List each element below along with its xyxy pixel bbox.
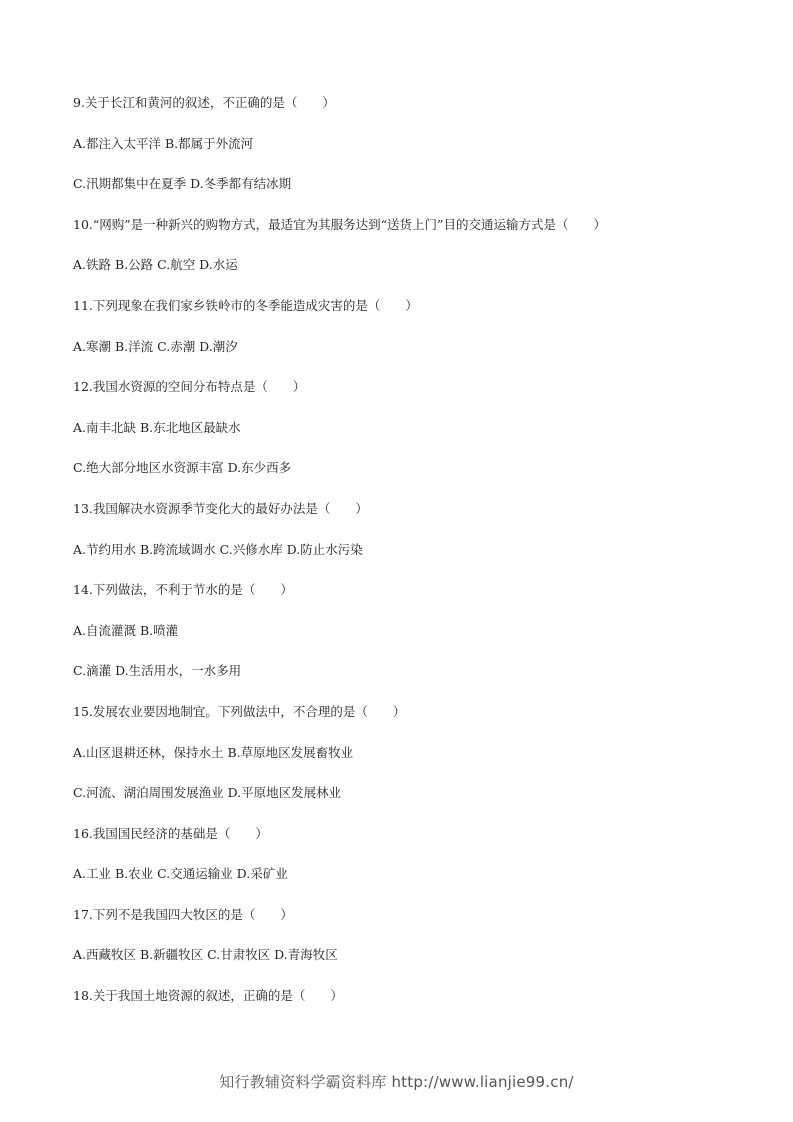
question-14: 14.下列做法，不利于节水的是（ ）	[73, 582, 293, 598]
question-12: 12.我国水资源的空间分布特点是（ ）	[73, 379, 306, 395]
question-10-options: A.铁路 B.公路 C.航空 D.水运	[73, 257, 238, 273]
question-9-options-ab: A.都注入太平洋 B.都属于外流河	[73, 135, 254, 151]
question-17: 17.下列不是我国四大牧区的是（ ）	[73, 906, 293, 922]
question-11: 11.下列现象在我们家乡铁岭市的冬季能造成灾害的是（ ）	[73, 297, 418, 313]
question-12-options-ab: A.南丰北缺 B.东北地区最缺水	[73, 419, 241, 435]
question-13-options: A.节约用水 B.跨流域调水 C.兴修水库 D.防止水污染	[73, 541, 363, 557]
question-14-options-cd: C.滴灌 D.生活用水，一水多用	[73, 663, 242, 679]
question-9-options-cd: C.汛期都集中在夏季 D.冬季都有结冰期	[73, 176, 292, 192]
question-13: 13.我国解决水资源季节变化大的最好办法是（ ）	[73, 500, 368, 516]
footer-watermark: 知行教辅资料学霸资料库 http://www.lianjie99.cn/	[219, 1073, 574, 1091]
question-14-options-ab: A.自流灌溉 B.喷灌	[73, 622, 179, 638]
question-15: 15.发展农业要因地制宜。下列做法中，不合理的是（ ）	[73, 703, 406, 719]
question-16-options: A.工业 B.农业 C.交通运输业 D.采矿业	[73, 866, 288, 882]
question-18: 18.关于我国土地资源的叙述，正确的是（ ）	[73, 988, 343, 1004]
question-16: 16.我国国民经济的基础是（ ）	[73, 825, 268, 841]
question-15-options-cd: C.河流、湖泊周围发展渔业 D.平原地区发展林业	[73, 785, 342, 801]
question-10: 10.“网购”是一种新兴的购物方式，最适宜为其服务达到“送货上门”目的交通运输方式是（ ）	[73, 216, 606, 232]
question-11-options: A.寒潮 B.洋流 C.赤潮 D.潮汐	[73, 338, 238, 354]
question-17-options: A.西藏牧区 B.新疆牧区 C.甘肃牧区 D.青海牧区	[73, 947, 338, 963]
question-list	[73, 95, 753, 1029]
question-9: 9.关于长江和黄河的叙述，不正确的是（ ）	[73, 95, 335, 110]
question-12-options-cd: C.绝大部分地区水资源丰富 D.东少西多	[73, 460, 292, 476]
question-15-options-ab: A.山区退耕还林，保持水土 B.草原地区发展畜牧业	[73, 744, 354, 760]
